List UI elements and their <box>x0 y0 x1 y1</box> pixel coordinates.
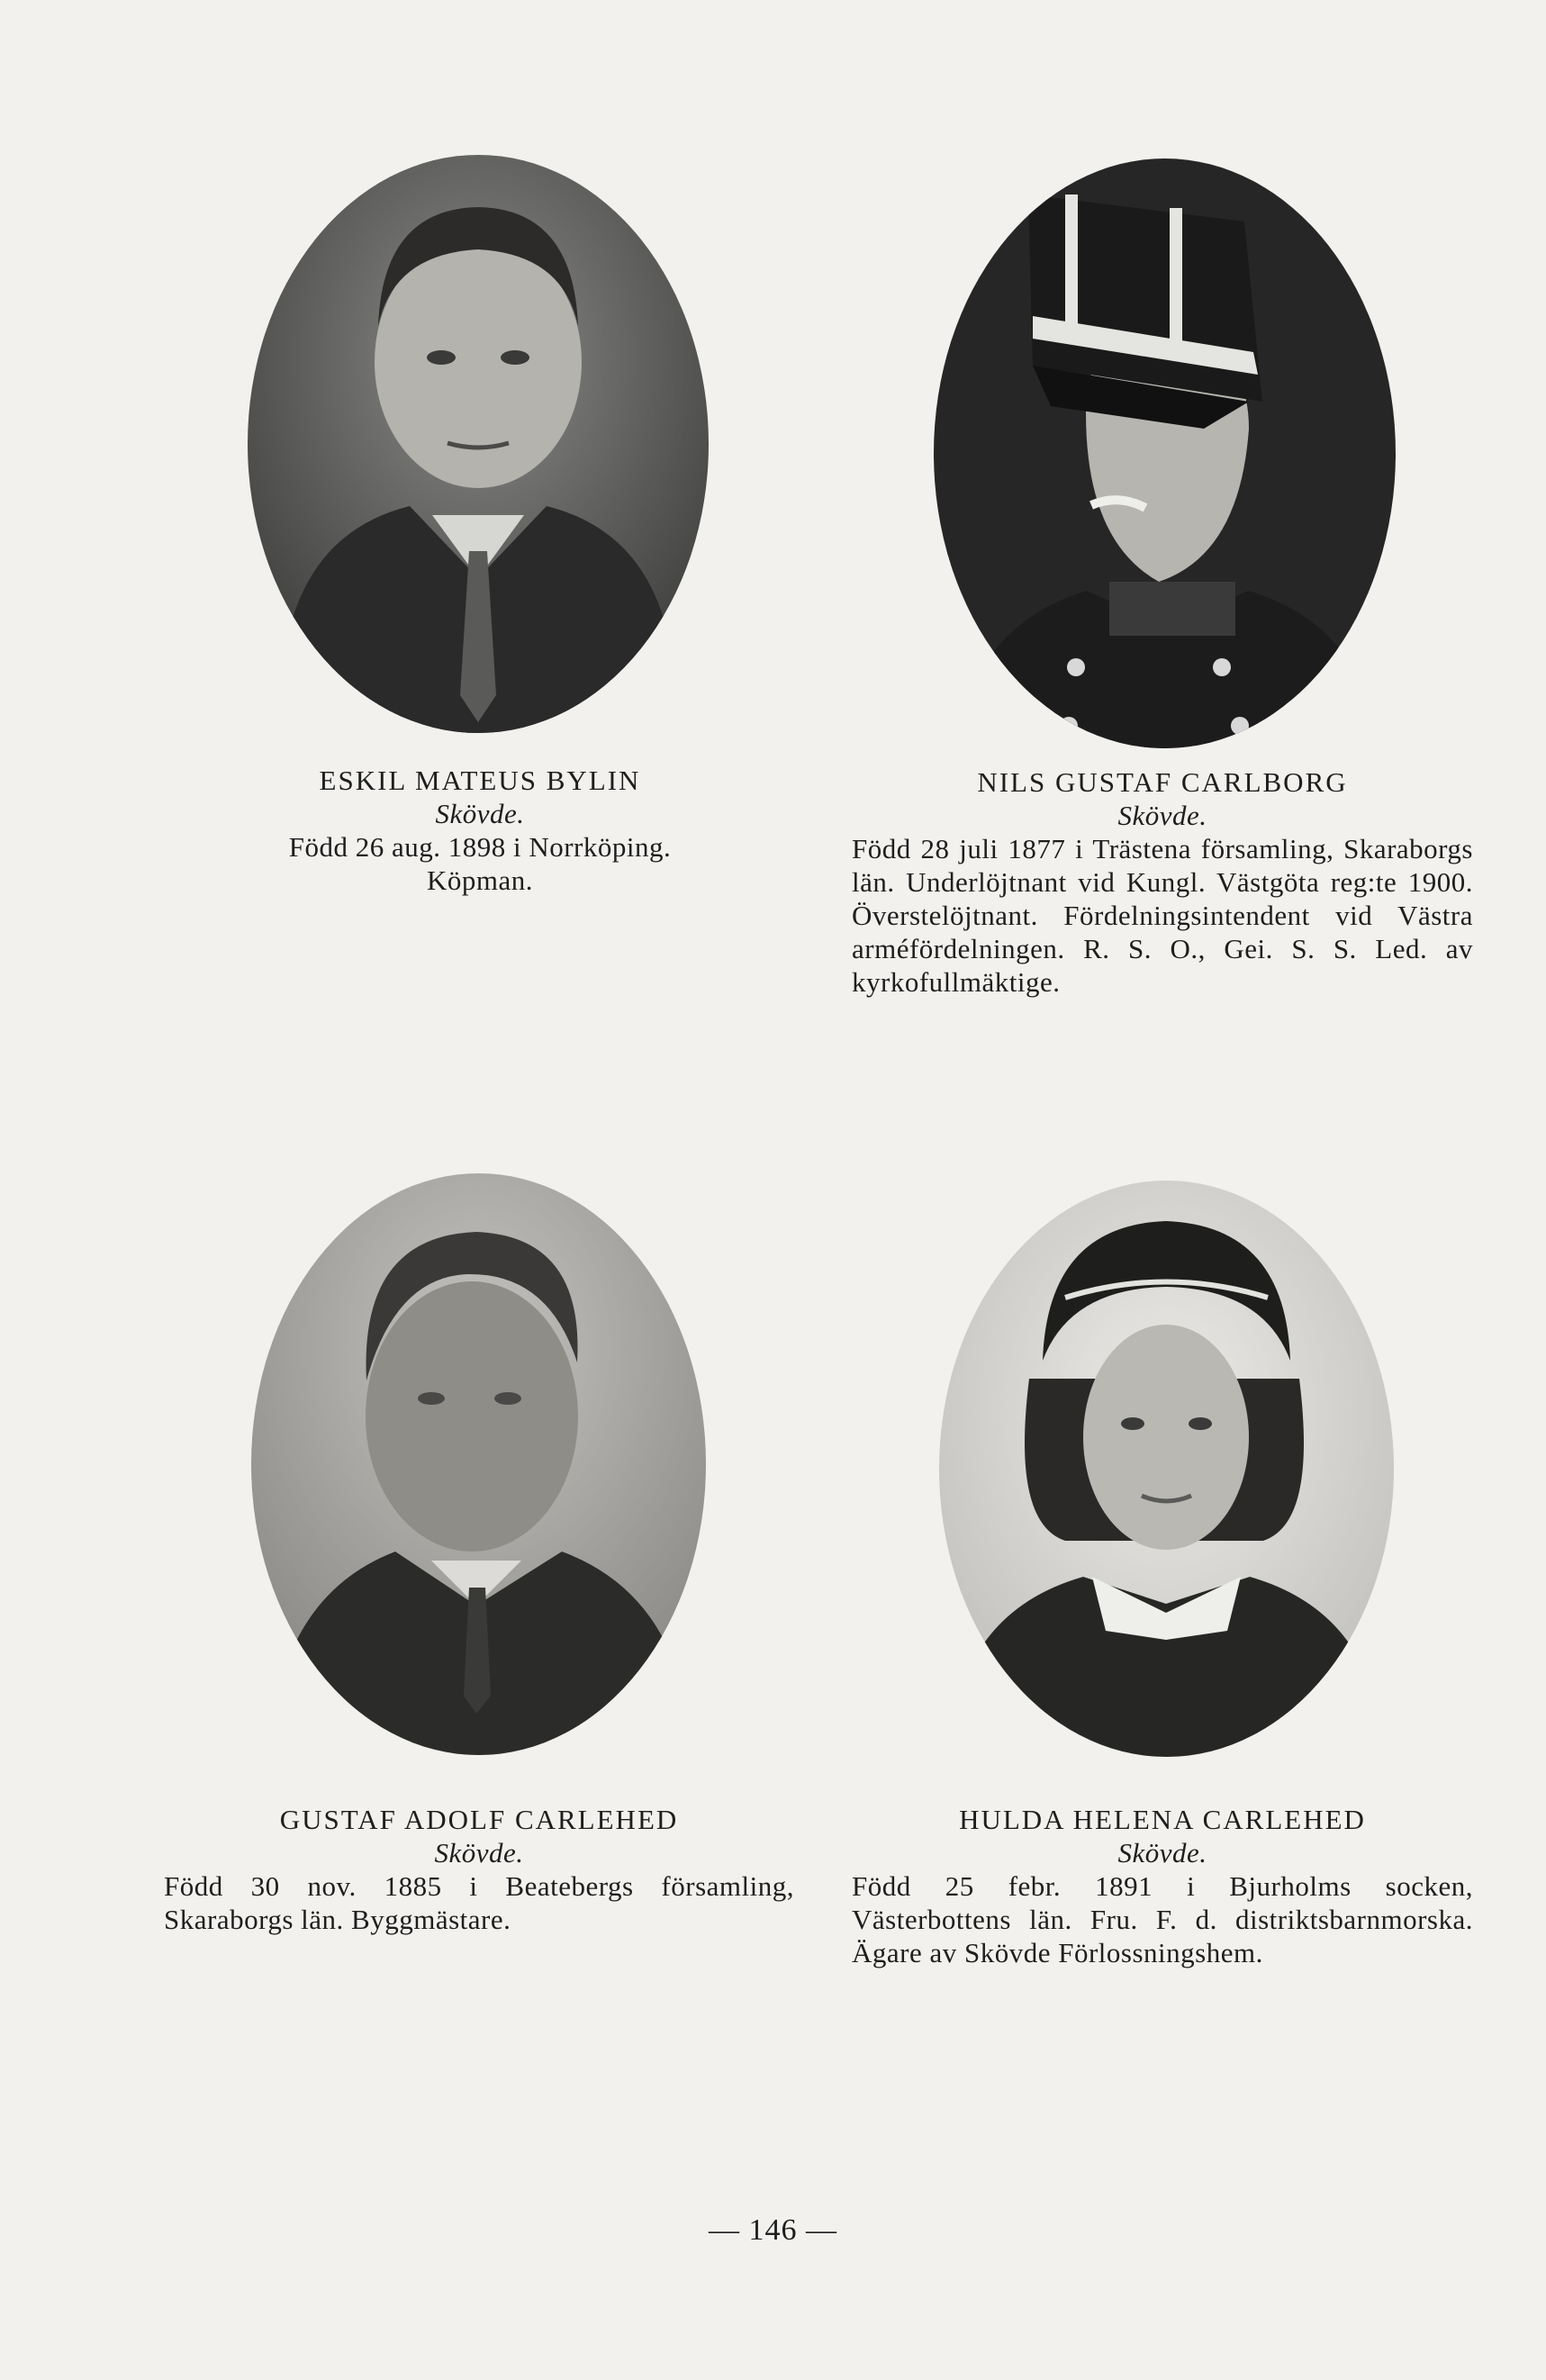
person-bio: Född 26 aug. 1898 i Norrköping. Köpman. <box>288 831 672 896</box>
person-name: HULDA HELENA CARLEHED <box>959 1804 1366 1835</box>
person-name: ESKIL MATEUS BYLIN <box>319 765 641 796</box>
person-bio: Född 28 juli 1877 i Trästena församling, Skaraborgs län. Underlöjtnant vid Kungl. Västgöta reg:te 1900. Överstelöjtnant. Fördelningsintendent vid Västra arméfördelningen. R. S. O., Gei. S. S. Led. av kyrkofullmäktige. <box>852 833 1473 998</box>
person-bio: Född 30 nov. 1885 i Beatebergs församling, Skaraborgs län. Byggmästare. <box>164 1870 794 1935</box>
entry-caption-nils-gustaf-carlborg <box>852 765 1473 999</box>
person-place: Skövde. <box>1117 800 1207 831</box>
person-place: Skövde. <box>434 1837 524 1869</box>
portrait-hulda-helena-carlehed <box>939 1181 1394 1757</box>
person-bio: Född 25 febr. 1891 i Bjurholms socken, Västerbottens län. Fru. F. d. distriktsbarnmorska. Ägare av Skövde Förlossningshem. <box>852 1870 1473 1968</box>
portrait-eskil-mateus-bylin <box>248 155 709 733</box>
page-number: — 146 — <box>709 2213 837 2247</box>
entry-caption-gustaf-adolf-carlehed <box>164 1803 794 1936</box>
entry-caption-eskil-mateus-bylin <box>245 764 715 897</box>
person-name: NILS GUSTAF CARLBORG <box>977 766 1348 798</box>
entry-caption-hulda-helena-carlehed <box>852 1803 1473 1969</box>
portrait-gustaf-adolf-carlehed <box>251 1173 706 1755</box>
person-place: Skövde. <box>1117 1837 1207 1869</box>
portrait-nils-gustaf-carlborg <box>934 158 1396 748</box>
person-name: GUSTAF ADOLF CARLEHED <box>279 1804 679 1835</box>
person-place: Skövde. <box>435 798 525 829</box>
